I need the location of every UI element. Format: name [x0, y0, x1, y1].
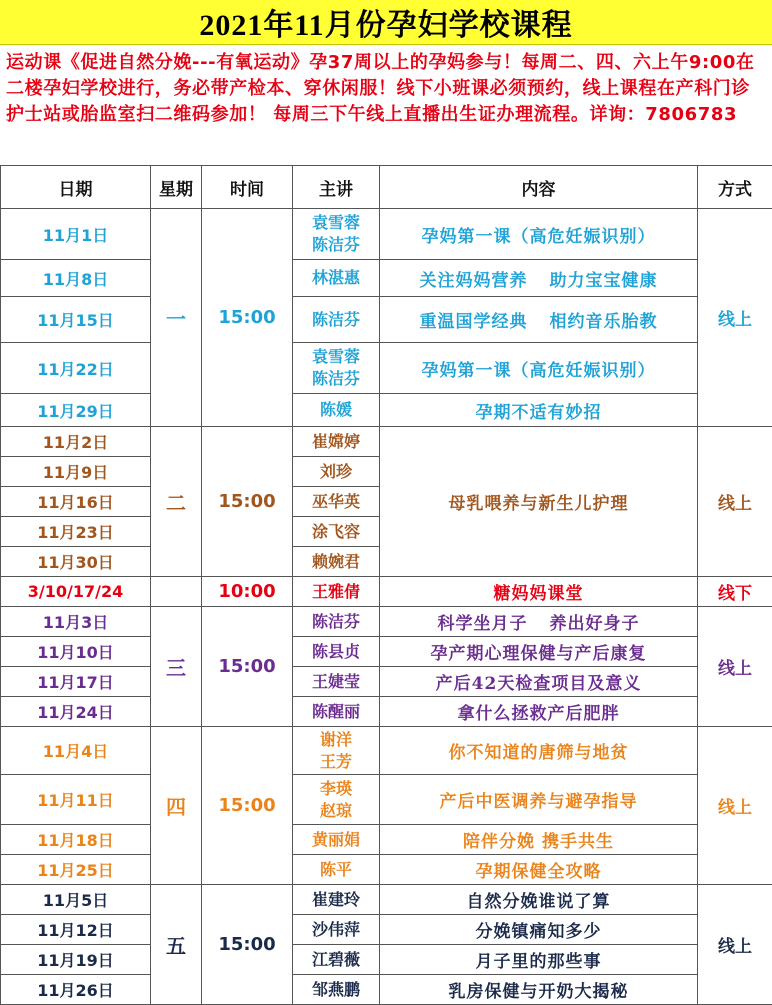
- lecturer-cell: 涂飞容: [293, 517, 380, 547]
- time-cell: 15:00: [202, 885, 293, 1005]
- time-cell: 15:00: [202, 209, 293, 427]
- lecturer-name: 袁雪蓉: [293, 346, 379, 368]
- date-cell: 11月16日: [1, 487, 151, 517]
- course-schedule-table: [0, 165, 772, 1005]
- mode-cell: 线上: [698, 427, 772, 577]
- lecturer-cell: [293, 727, 380, 775]
- lecturer-cell: 邹燕鹏: [293, 975, 380, 1005]
- lecturer-cell: 崔建玲: [293, 885, 380, 915]
- lecturer-name: 袁雪蓉: [293, 212, 379, 234]
- mode-cell: 线上: [698, 209, 772, 427]
- table-row: [1, 297, 772, 343]
- content-cell: 产后42天检查项目及意义: [380, 667, 698, 697]
- table-row: [1, 697, 772, 727]
- table-row: [1, 607, 772, 637]
- header-date: 日期: [1, 166, 151, 209]
- lecturer-cell: 陈洁芬: [293, 297, 380, 343]
- lecturer-name: 陈洁芬: [293, 234, 379, 256]
- weekday-cell: [151, 577, 202, 607]
- mode-cell: 线上: [698, 727, 772, 885]
- table-row: [1, 855, 772, 885]
- lecturer-cell: 陈洁芬: [293, 607, 380, 637]
- table-row: [1, 975, 772, 1005]
- lecturer-cell: 赖婉君: [293, 547, 380, 577]
- content-cell: [380, 297, 698, 343]
- mode-cell: 线上: [698, 885, 772, 1005]
- header-lecturer: 主讲: [293, 166, 380, 209]
- content-part: 相约音乐胎教: [550, 312, 658, 332]
- weekday-cell: 一: [151, 209, 202, 427]
- content-cell: 拿什么拯救产后肥胖: [380, 697, 698, 727]
- date-cell: 3/10/17/24: [1, 577, 151, 607]
- lecturer-cell: 陈媛: [293, 394, 380, 427]
- weekday-cell: 五: [151, 885, 202, 1005]
- table-row: [1, 209, 772, 260]
- lecturer-cell: 王雅倩: [293, 577, 380, 607]
- header-time: 时间: [202, 166, 293, 209]
- lecturer-cell: [293, 775, 380, 825]
- table-row: [1, 667, 772, 697]
- mode-cell: 线下: [698, 577, 772, 607]
- content-cell: 母乳喂养与新生儿护理: [380, 427, 698, 577]
- lecturer-cell: 黄丽娟: [293, 825, 380, 855]
- lecturer-cell: 陈平: [293, 855, 380, 885]
- content-cell: 孕妈第一课（高危妊娠识别）: [380, 343, 698, 394]
- date-cell: 11月29日: [1, 394, 151, 427]
- table-row: [1, 775, 772, 825]
- header-mode: 方式: [698, 166, 772, 209]
- table-row: [1, 394, 772, 427]
- content-cell: [380, 260, 698, 297]
- date-cell: 11月11日: [1, 775, 151, 825]
- date-cell: 11月24日: [1, 697, 151, 727]
- date-cell: 11月9日: [1, 457, 151, 487]
- table-row: [1, 343, 772, 394]
- content-cell: 孕产期心理保健与产后康复: [380, 637, 698, 667]
- lecturer-name: 赵琼: [293, 800, 379, 822]
- header-content: 内容: [380, 166, 698, 209]
- lecturer-cell: 江碧薇: [293, 945, 380, 975]
- notice-text: 运动课《促进自然分娩---有氧运动》孕37周以上的孕妈参与！每周二、四、六上午9:00在二楼孕妇学校进行，务必带产检本、穿休闲服！线下小班课必须预约，线上课程在产科门诊护士站或胎监室扫二维码参加！ 每周三下午线上直播出生证办理流程。详询：7806783: [6, 50, 768, 128]
- content-cell: 孕期不适有妙招: [380, 394, 698, 427]
- date-cell: 11月2日: [1, 427, 151, 457]
- table-header-row: [1, 166, 772, 209]
- table-row: [1, 260, 772, 297]
- content-part: 养出好身子: [550, 614, 640, 634]
- content-cell: 孕期保健全攻略: [380, 855, 698, 885]
- content-part: 科学坐月子: [438, 614, 528, 634]
- time-cell: 15:00: [202, 427, 293, 577]
- content-cell: 乳房保健与开奶大揭秘: [380, 975, 698, 1005]
- table-row: [1, 577, 772, 607]
- content-cell: 产后中医调养与避孕指导: [380, 775, 698, 825]
- lecturer-cell: 刘珍: [293, 457, 380, 487]
- date-cell: 11月22日: [1, 343, 151, 394]
- table-row: [1, 427, 772, 457]
- lecturer-name: 王芳: [293, 751, 379, 773]
- date-cell: 11月5日: [1, 885, 151, 915]
- date-cell: 11月12日: [1, 915, 151, 945]
- time-cell: 15:00: [202, 607, 293, 727]
- lecturer-cell: 巫华英: [293, 487, 380, 517]
- date-cell: 11月1日: [1, 209, 151, 260]
- table-row: [1, 727, 772, 775]
- lecturer-name: 李瑛: [293, 778, 379, 800]
- lecturer-cell: 陈醒丽: [293, 697, 380, 727]
- lecturer-name: 谢洋: [293, 729, 379, 751]
- content-part: 关注妈妈营养: [420, 271, 528, 291]
- date-cell: 11月10日: [1, 637, 151, 667]
- lecturer-cell: 崔嫦婷: [293, 427, 380, 457]
- lecturer-cell: 沙伟萍: [293, 915, 380, 945]
- date-cell: 11月30日: [1, 547, 151, 577]
- lecturer-cell: 林湛惠: [293, 260, 380, 297]
- content-part: 重温国学经典: [420, 312, 528, 332]
- page-title: 2021年11月份孕妇学校课程: [0, 0, 772, 45]
- weekday-cell: 三: [151, 607, 202, 727]
- time-cell: 10:00: [202, 577, 293, 607]
- date-cell: 11月25日: [1, 855, 151, 885]
- lecturer-cell: 王婕莹: [293, 667, 380, 697]
- table-row: [1, 637, 772, 667]
- content-cell: 孕妈第一课（高危妊娠识别）: [380, 209, 698, 260]
- header-weekday: 星期: [151, 166, 202, 209]
- table-row: [1, 885, 772, 915]
- content-cell: 糖妈妈课堂: [380, 577, 698, 607]
- lecturer-cell: [293, 209, 380, 260]
- content-part: 助力宝宝健康: [550, 271, 658, 291]
- content-cell: 月子里的那些事: [380, 945, 698, 975]
- content-cell: [380, 607, 698, 637]
- date-cell: 11月23日: [1, 517, 151, 547]
- date-cell: 11月26日: [1, 975, 151, 1005]
- content-cell: 你不知道的唐筛与地贫: [380, 727, 698, 775]
- date-cell: 11月19日: [1, 945, 151, 975]
- weekday-cell: 二: [151, 427, 202, 577]
- mode-cell: 线上: [698, 607, 772, 727]
- date-cell: 11月18日: [1, 825, 151, 855]
- content-cell: 自然分娩谁说了算: [380, 885, 698, 915]
- lecturer-name: 陈洁芬: [293, 368, 379, 390]
- table-row: [1, 825, 772, 855]
- time-cell: 15:00: [202, 727, 293, 885]
- lecturer-cell: 陈县贞: [293, 637, 380, 667]
- date-cell: 11月3日: [1, 607, 151, 637]
- lecturer-cell: [293, 343, 380, 394]
- date-cell: 11月8日: [1, 260, 151, 297]
- date-cell: 11月17日: [1, 667, 151, 697]
- weekday-cell: 四: [151, 727, 202, 885]
- content-cell: 陪伴分娩 携手共生: [380, 825, 698, 855]
- table-row: [1, 945, 772, 975]
- content-cell: 分娩镇痛知多少: [380, 915, 698, 945]
- date-cell: 11月4日: [1, 727, 151, 775]
- table-row: [1, 915, 772, 945]
- date-cell: 11月15日: [1, 297, 151, 343]
